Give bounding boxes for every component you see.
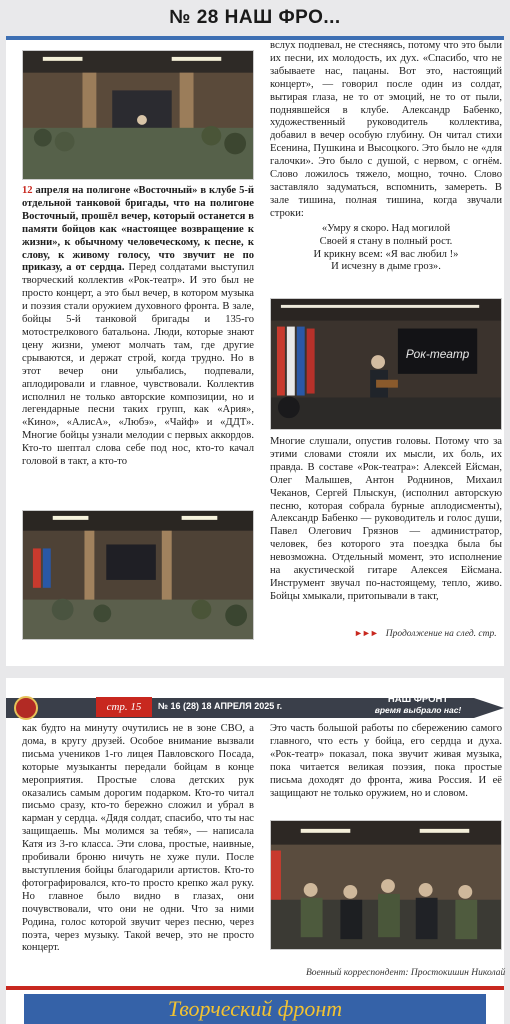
article-column-right-lower	[270, 436, 502, 604]
next-section-banner	[24, 994, 486, 1024]
article-body-left: Перед солдатами выступил творческий коллектив «Рок-театр». И это был не просто концерт, а это был вечер, в котором музыка и поэзия стали оружием духовного фронта. В зале, бойцы 5-й танковой бригады и 135-го мотострелкового батальона. Люди, которые знают цену жизни, умеют молчать там, где другие срываются, и держат строй, когда трудно. Но в этот вечер они улыбались, подпевали, аплодировали и главное, чувствовали. Коллектив исполнил не только авторские композиции, но и легендарные песни таких групп, как «Ария», «Кино», «АлисА», «Любэ», «Чайф» и «ДДТ». Многие бойцы узнали мелодии с первых аккордов. Кто-то шептал слова себе под нос, кто-то качал головой в такт, а кто-то	[22, 262, 255, 468]
issue-line: № 16 (28) 18 АПРЕЛЯ 2025 г.	[158, 701, 283, 711]
newspaper-brand	[368, 694, 468, 715]
poem-line: Своей я стану в полный рост.	[319, 235, 453, 247]
article-lead: 12 апреля на полигоне «Восточный» в клубе 5-й отдельной танковой бригады, что на полигоне Восточный, прошёл вечер, который останется в памяти бойцов как «настоящее возвращение к жизни», к обычному человеческому, к песне, к слову, к живому голосу, что звучит не по приказу, а от сердца.	[22, 185, 254, 274]
photo-concert-hall	[22, 510, 254, 640]
article-column-right-p2	[270, 723, 502, 800]
photo-soldiers-in-club	[22, 50, 254, 180]
stage-banner-text: Рок-театр	[405, 347, 470, 362]
article-column-right	[270, 40, 502, 278]
article-body-right-bottom: Многие слушали, опустив головы. Потому что за этими словами стояли их мысли, их боль, их правда. В составе «Рок-театра»: Алексей Ейсман, Олег Малышев, Антон Роднинов, Михаил Чеканов, Сергей Плыскун, (исполнил авторскую песню, которая собрала бурные аплодисменты), Александр Бабенко — руководитель и голос души, Павел Олегович Грязнов — администратор, человек, без которого эта поездка была бы невозможна. Отдельный момент, это исполнение на акустической гитаре Алексея Ейсмана. Инструмент звучал по-настоящему, тепло, живо. Бойцы хмыкали, притопывали в такт,	[270, 436, 502, 602]
article-body-left-p2: как будто на минуту очутились не в зоне СВО, а дома, в кругу друзей. Особое внимание вызвали письма учеников 1-го лицея Павловского Посада, которые музыканты передали бойцам в конце мероприятия. Простые слова детских рук оказались самым дорогим подарком. Кто-то читал письмо сразу, кто-то бережно сложил и убрал в карман у сердца. «Дядя солдат, спасибо, что ты нас защищаешь. Мы молимся за тебя», — написала Катя из 3-го класса. Эти слова, простые, наивные, пробивали броню ничуть не хуже пули. После выступления бойцы благодарили артистов. Кто-то фотографировался, кто-то просто крепко жал руку. Но главное было видно в глазах, они почувствовали, что они не одни. Что за ними Родина, голос которой звучит через песню, через поэта, через музыку. Такой вечер, это не просто концерт.	[22, 723, 254, 954]
continue-note: ►►► Продолжение на след. стр.	[354, 628, 497, 639]
poem-line: «Умру я скоро. Над могилой	[321, 222, 451, 234]
brand-slogan: время выбрало нас!	[374, 705, 462, 715]
app-header	[0, 0, 510, 36]
poem-line: И исчезну в дыме гроз».	[331, 261, 441, 273]
emblem-icon	[14, 696, 38, 720]
next-section-title: Творческий фронт	[167, 996, 343, 1021]
article-body-right-top: вслух подпевал, не стесняясь, потому что это были их песни, их молодость, их дух. «Спасибо, что не забываете нас, пацаны. Вот это, настоящий концерт», — говорил после один из солдат, вытирая глаза, не то от эмоций, не то от пыли, поднявшейся в клубе. Александр Бабенко, художественный руководитель коллектива, добавил в вечер особую глубину. Он читал стихи Есенина, Пушкина и Высоцкого. Это было не «для галочки». Это было с душой, с нервом, с огнём. Слово ложилось тяжело, мощно, точно. Слово заставляло задуматься, вспомнить, замереть. В зале тишина, полная тишина, когда звучали строки:	[270, 40, 502, 219]
poem-quote	[270, 223, 502, 275]
article-column-left	[22, 185, 254, 469]
photo-rock-theatre-stage	[270, 298, 502, 430]
section-divider	[6, 986, 504, 990]
photo-group-with-soldiers	[270, 820, 502, 950]
page-number-badge: стр. 15	[96, 697, 152, 717]
article-column-left-p2	[22, 723, 254, 955]
article-body-right-p2: Это часть большой работы по сбережению самого главного, что есть у бойца, его сердца и духа. «Рок-театр» показал, пока звучит живая музыка, пока читается великая поэзия, пока простые письма доходят до фронта, жива Россия. И её защищают не только оружием, но и словом.	[270, 723, 502, 799]
correspondent-credit: Военный корреспондент: Простокишин Николай	[306, 968, 506, 978]
arrow-right-icon: ►►►	[354, 628, 378, 638]
page-title: № 28 НАШ ФРО...	[169, 7, 341, 28]
lead-date: 12	[22, 185, 33, 196]
poem-line: И крикну всем: «Я вас любил !»	[313, 248, 459, 260]
brand-title: НАШ ФРОНТ	[387, 694, 449, 705]
